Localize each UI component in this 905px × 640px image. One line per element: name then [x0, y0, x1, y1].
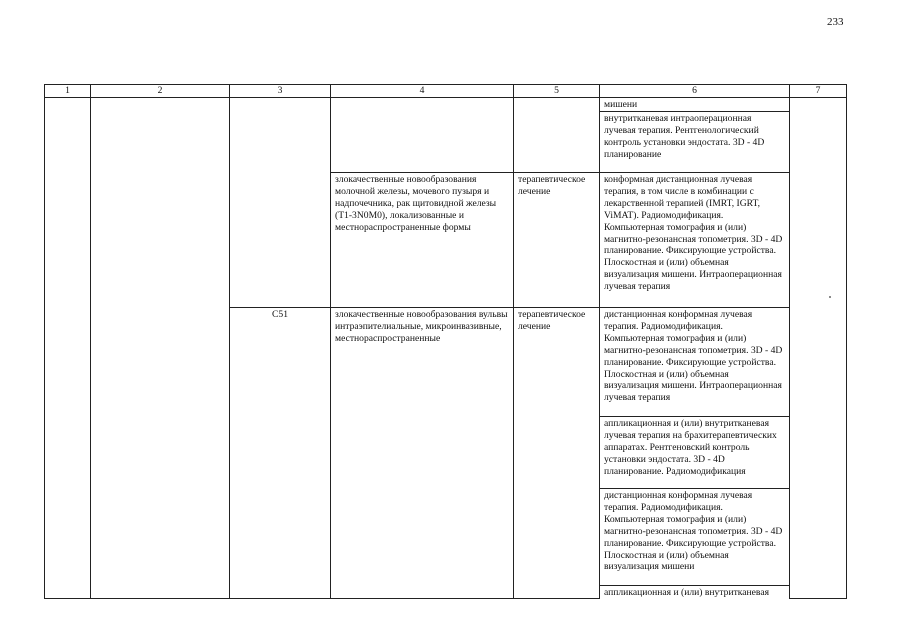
column-header: 6 [600, 85, 790, 98]
cell-col6: мишени [600, 98, 790, 112]
page-number: 233 [827, 16, 844, 28]
cell-col1 [45, 98, 91, 599]
cell-col6: дистанционная конформная лучевая терапия. Радиомодификация. Компьютерная томография и (или) магнитно-резонансная топометрия. 3D - 4D планирование. Фиксирующие устройства. Плоскостная и (или) объемная визуализация мишени. Интраоперационная лучевая терапия [600, 308, 790, 417]
cell-col3 [230, 98, 331, 308]
cell-col6: аппликационная и (или) внутритканевая [600, 586, 790, 599]
cell-col7 [790, 98, 847, 599]
column-header: 3 [230, 85, 331, 98]
table-row [45, 98, 847, 112]
cell-col5: терапевтическое лечение [514, 308, 600, 599]
column-header: 7 [790, 85, 847, 98]
column-header: 1 [45, 85, 91, 98]
cell-col6: дистанционная конформная лучевая терапия. Радиомодификация. Компьютерная томография и (или) магнитно-резонансная топометрия. 3D - 4D планирование. Фиксирующие устройства. Плоскостная и (или) объемная визуализация мишени [600, 489, 790, 586]
column-header: 2 [91, 85, 230, 98]
cell-col4: злокачественные новообразования вульвы интраэпителиальные, микроинвазивные, местнораспространенные [331, 308, 514, 599]
cell-col2 [91, 98, 230, 599]
cell-col4 [331, 98, 514, 173]
cell-col3-code: C51 [230, 308, 331, 599]
scan-speck [829, 296, 831, 298]
cell-col5 [514, 98, 600, 173]
cell-col6: конформная дистанционная лучевая терапия, в том числе в комбинации с лекарственной терапией (IMRT, IGRT, ViMAT). Радиомодификация. Компьютерная томография и (или) магнитно-резонансная топометрия. 3D - 4D планирование. Фиксирующие устройства. Плоскостная и (или) объемная визуализация мишени. Интраоперационная лучевая терапия [600, 173, 790, 308]
column-numbers-row [45, 85, 847, 98]
medical-care-table [44, 84, 847, 599]
cell-col5: терапевтическое лечение [514, 173, 600, 308]
cell-col4: злокачественные новообразования молочной железы, мочевого пузыря и надпочечника, рак щитовидной железы (T1-3N0M0), локализованные и местнораспространенные формы [331, 173, 514, 308]
cell-col6: аппликационная и (или) внутритканевая лучевая терапия на брахитерапевтических аппаратах. Рентгеновский контроль установки эндостата. 3D - 4D планирование. Радиомодификация [600, 417, 790, 489]
column-header: 5 [514, 85, 600, 98]
cell-col6: внутритканевая интраоперационная лучевая терапия. Рентгенологический контроль установки эндостата. 3D - 4D планирование [600, 112, 790, 173]
column-header: 4 [331, 85, 514, 98]
